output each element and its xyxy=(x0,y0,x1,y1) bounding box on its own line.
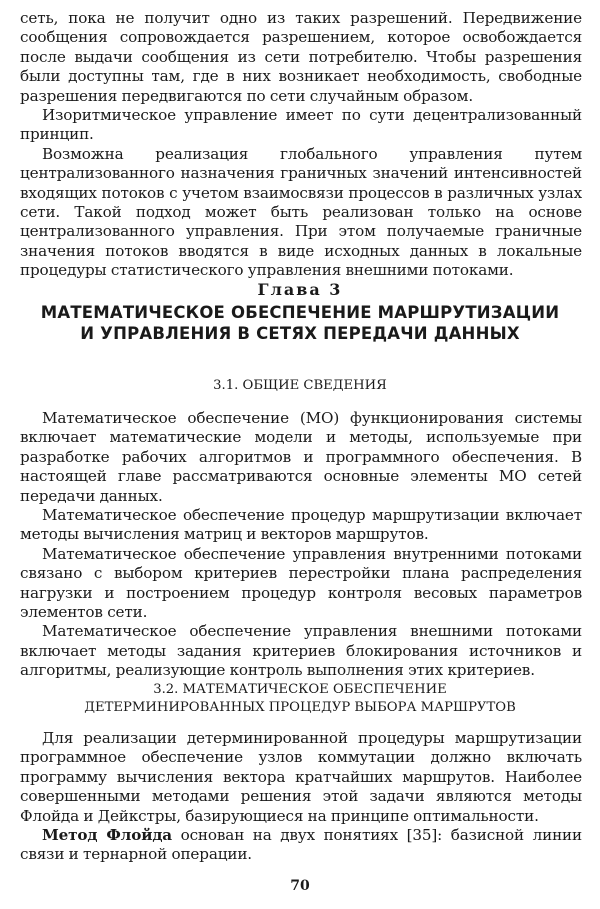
paragraph-text: основан на двух понятиях [35]: базисной линии связи и тернарной операции. xyxy=(20,826,582,864)
paragraph: Математическое обеспечение (МО) функционирования системы включает математические модели и методы, используемые при разработке рабочих алгоритмов и программного обеспечения. В настоящей главе рассматриваются основные элементы МО сетей передачи данных. xyxy=(20,409,582,505)
section-title xyxy=(20,681,580,717)
paragraph: сеть, пока не получит одно из таких разрешений. Передвижение сообщения сопровождается разрешением, которое освобождается после выдачи сообщения из сети потребителю. Чтобы разрешения были доступны там, где в них возникает необходимость, свободные разрешения передвигаются по сети случайным образом. xyxy=(20,9,582,105)
section-title: 3.1. ОБЩИЕ СВЕДЕНИЯ xyxy=(213,378,387,393)
chapter-title-line: МАТЕМАТИЧЕСКОЕ ОБЕСПЕЧЕНИЕ МАРШРУТИЗАЦИИ xyxy=(40,303,560,322)
chapter-title-line: И УПРАВЛЕНИЯ В СЕТЯХ ПЕРЕДАЧИ ДАННЫХ xyxy=(80,324,520,343)
top-text-block xyxy=(20,9,582,281)
section-2-body xyxy=(20,729,582,865)
paragraph: Математическое обеспечение управления внутренними потоками связано с выбором критериев перестройки плана распределения нагрузки и построением процедур контроля весовых параметров элементов сети. xyxy=(20,544,582,622)
section-title-line: 3.2. МАТЕМАТИЧЕСКОЕ ОБЕСПЕЧЕНИЕ xyxy=(153,682,447,697)
section-title-line: ДЕТЕРМИНИРОВАННЫХ ПРОЦЕДУР ВЫБОРА МАРШРУТОВ xyxy=(84,700,516,715)
paragraph: Для реализации детерминированной процедуры маршрутизации программное обеспечение узлов коммутации должно включать программу вычисления вектора кратчайших маршрутов. Наиболее совершенными методами решения этой задачи являются методы Флойда и Дейкстры, базирующиеся на принципе оптимальности. xyxy=(20,729,582,825)
paragraph: Математическое обеспечение процедур маршрутизации включает методы вычисления матриц и векторов маршрутов. xyxy=(20,506,582,544)
paragraph: Возможна реализация глобального управления путем централизованного назначения граничных значений интенсивностей входящих потоков с учетом взаимосвязи процессов в различных узлах сети. Такой подход может быть реализован только на основе централизованного управления. При этом получаемые граничные значения потоков вводятся в виде исходных данных в локальные процедуры статистического управления внешними потоками. xyxy=(20,144,582,280)
chapter-number: Глава 3 xyxy=(257,280,343,299)
paragraph: Математическое обеспечение управления внешними потоками включает методы задания критериев блокирования источников и алгоритмы, реализующие контроль выполнения этих критериев. xyxy=(20,622,582,680)
paragraph: Изоритмическое управление имеет по сути децентрализованный принцип. xyxy=(20,106,582,144)
page-number: 70 xyxy=(290,878,310,894)
paragraph xyxy=(20,826,582,865)
section-1-body xyxy=(20,409,582,681)
term-bold: Метод Флойда xyxy=(42,826,172,845)
chapter-title xyxy=(20,302,580,344)
